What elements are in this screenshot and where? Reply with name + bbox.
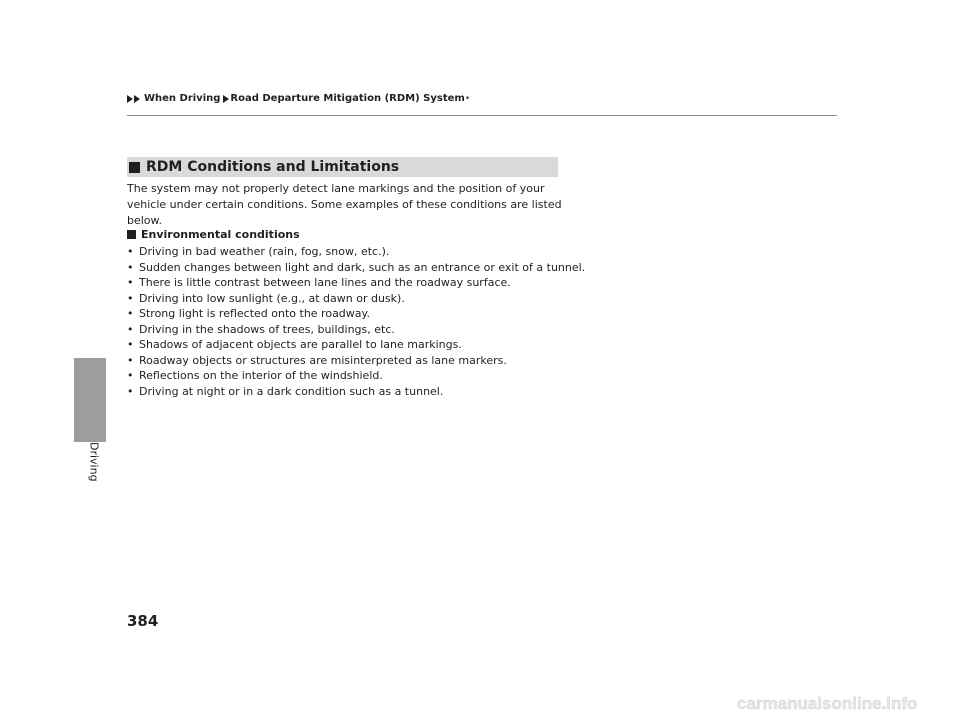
bullet-icon: • <box>127 307 134 320</box>
list-item <box>127 368 585 384</box>
breadcrumb-arrow-icon <box>223 95 229 103</box>
bullet-icon: • <box>127 260 134 274</box>
bullet-icon: • <box>127 384 134 398</box>
page-number: 384 <box>127 612 159 630</box>
list-item <box>127 291 585 307</box>
section-heading <box>127 157 558 177</box>
list-item <box>127 337 585 353</box>
list-item-text: Shadows of adjacent objects are parallel to lane markings. <box>139 338 462 351</box>
breadcrumb-arrow-icon <box>127 95 133 103</box>
list-item <box>127 260 585 276</box>
list-item-text: Strong light is reflected onto the roadway. <box>139 307 370 320</box>
square-icon <box>129 162 140 173</box>
list-item <box>127 306 585 322</box>
intro-paragraph: The system may not properly detect lane markings and the position of your vehicle under certain conditions. Some examples of these conditions are listed below. <box>127 182 562 227</box>
breadcrumb-item[interactable]: Road Departure Mitigation (RDM) System <box>230 93 465 104</box>
list-item-text: Roadway objects or structures are misinterpreted as lane markers. <box>139 353 507 367</box>
list-item-text: Driving in the shadows of trees, buildings, etc. <box>139 322 395 336</box>
list-item-text: Driving at night or in a dark condition such as a tunnel. <box>139 384 444 398</box>
bullet-icon: • <box>127 338 134 351</box>
breadcrumb <box>127 93 469 104</box>
bullet-icon: • <box>127 291 134 305</box>
list-item-text: There is little contrast between lane lines and the roadway surface. <box>139 276 511 289</box>
option-marker: * <box>465 94 470 103</box>
section-title: RDM Conditions and Limitations <box>146 159 400 175</box>
list-item <box>127 384 585 400</box>
list-item-text: Driving in bad weather (rain, fog, snow, etc.). <box>139 245 390 258</box>
bullet-icon: • <box>127 369 134 382</box>
chapter-tab <box>74 358 106 442</box>
list-item <box>127 322 585 338</box>
breadcrumb-arrow-icon <box>134 95 140 103</box>
list-item <box>127 244 585 260</box>
bullet-icon: • <box>127 353 134 367</box>
header-divider <box>127 115 837 116</box>
bullet-icon: • <box>127 276 134 289</box>
breadcrumb-item[interactable]: When Driving <box>144 93 221 104</box>
bullet-icon: • <box>127 322 134 336</box>
watermark-logo <box>737 691 947 715</box>
list-item-text: Driving into low sunlight (e.g., at dawn or dusk). <box>139 291 405 305</box>
conditions-list <box>127 244 585 399</box>
list-item-text: Reflections on the interior of the windshield. <box>139 369 383 382</box>
list-item <box>127 275 585 291</box>
square-icon <box>127 230 136 239</box>
watermark-text: carmanualsonline.info <box>737 694 918 713</box>
bullet-icon: • <box>127 245 134 258</box>
subsection-title: Environmental conditions <box>141 228 300 241</box>
chapter-label: Driving <box>87 442 101 482</box>
list-item <box>127 353 585 369</box>
subsection-heading <box>127 228 300 241</box>
list-item-text: Sudden changes between light and dark, such as an entrance or exit of a tunnel. <box>139 260 586 274</box>
